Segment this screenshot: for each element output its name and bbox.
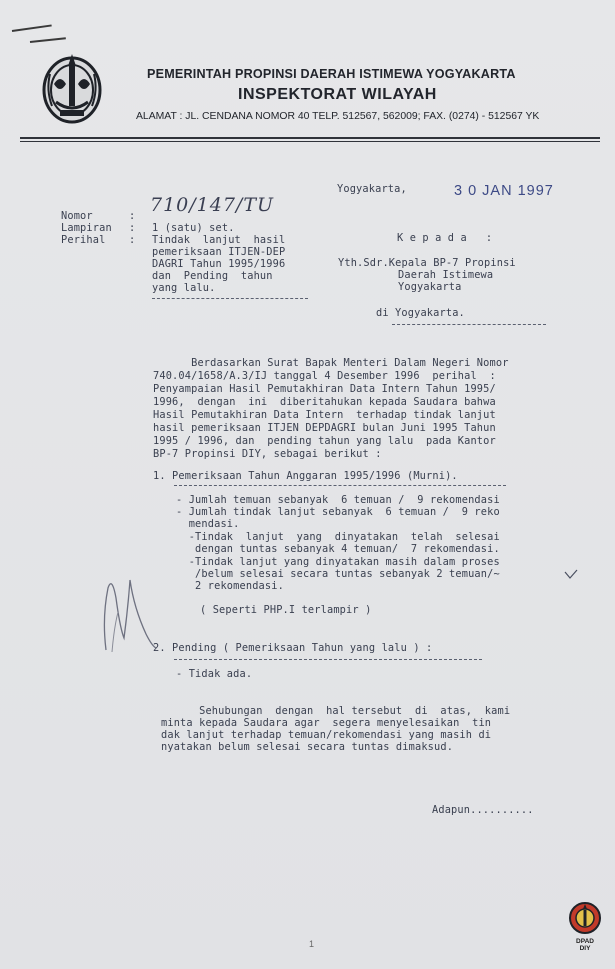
letterhead-office: INSPEKTORAT WILAYAH: [238, 86, 437, 103]
archive-logo-text: DPAD DIY: [576, 938, 594, 952]
section-1-item: - Jumlah temuan sebanyak 6 temuan / 9 rekomendasi: [176, 494, 500, 506]
closing-line: nyatakan belum selesai secara tuntas dimaksud.: [161, 741, 454, 753]
section-1-item: /belum selesai secara tuntas sebanyak 2 temuan/~: [176, 568, 500, 580]
lampiran-label: Lampiran: [61, 222, 112, 234]
body-line: Berdasarkan Surat Bapak Menteri Dalam Negeri Nomor: [153, 357, 509, 369]
section-1-item: 2 rekomendasi.: [176, 580, 284, 592]
lampiran-value: 1 (satu) set.: [152, 222, 235, 234]
section-1-item: mendasi.: [176, 518, 240, 530]
letter-place: Yogyakarta,: [337, 183, 407, 195]
perihal-label: Perihal: [61, 234, 106, 246]
province-emblem-icon: [40, 44, 104, 126]
recipient-line: Yogyakarta: [398, 281, 462, 293]
recipient-line: Yth.Sdr.Kepala BP-7 Propinsi: [338, 257, 516, 269]
recipient-city: di Yogyakarta.: [376, 307, 465, 319]
closing-line: dak lanjut terhadap temuan/rekomendasi yang masih di: [161, 729, 492, 741]
page-number: 1: [309, 939, 315, 949]
perihal-colon: :: [129, 234, 136, 246]
perihal-line: DAGRI Tahun 1995/1996: [152, 258, 286, 270]
body-line: Penyampaian Hasil Pemutakhiran Data Intern Tahun 1995/: [153, 383, 496, 395]
pen-mark: [30, 37, 66, 43]
section-1-note: ( Seperti PHP.I terlampir ): [200, 604, 372, 616]
perihal-line: dan Pending tahun: [152, 270, 273, 282]
date-stamp: 3 0 JAN 1997: [454, 183, 554, 199]
perihal-line: Tindak lanjut hasil: [152, 234, 286, 246]
closing-line: minta kepada Saudara agar segera menyelesaikan tin: [161, 717, 492, 729]
lampiran-colon: :: [129, 222, 136, 234]
body-line: 740.04/1658/A.3/IJ tanggal 4 Desember 1996 perihal :: [153, 370, 496, 382]
pencil-scribble-icon: [94, 568, 166, 658]
archive-logo-icon: [568, 900, 602, 936]
section-1-title: 1. Pemeriksaan Tahun Anggaran 1995/1996 (Murni).: [153, 470, 458, 482]
continuation-text: Adapun..........: [432, 804, 534, 816]
letterhead-government: PEMERINTAH PROPINSI DAERAH ISTIMEWA YOGYAKARTA: [147, 67, 516, 81]
recipient-underline: [392, 324, 546, 325]
section-1-item: - Jumlah tindak lanjut sebanyak 6 temuan / 9 reko: [176, 506, 500, 518]
section-2-underline: [174, 659, 482, 660]
letterhead-rule: [20, 137, 600, 139]
kepada-label: K e p a d a :: [397, 232, 493, 244]
section-1-item: -Tindak lanjut yang dinyatakan masih dalam proses: [176, 556, 500, 568]
body-line: Hasil Pemutakhiran Data Intern terhadap tindak lanjut: [153, 409, 496, 421]
section-1-item: -Tindak lanjut yang dinyatakan telah selesai: [176, 531, 500, 543]
closing-line: Sehubungan dengan hal tersebut di atas, kami: [161, 705, 511, 717]
section-1-underline: [174, 485, 506, 486]
letterhead-address: ALAMAT : JL. CENDANA NOMOR 40 TELP. 512567, 562009; FAX. (0274) - 512567 YK: [136, 111, 540, 122]
section-1-item: dengan tuntas sebanyak 4 temuan/ 7 rekomendasi.: [176, 543, 500, 555]
body-line: BP-7 Propinsi DIY, sebagai berikut :: [153, 448, 382, 460]
nomor-colon: :: [129, 210, 136, 222]
recipient-line: Daerah Istimewa: [398, 269, 494, 281]
check-mark-icon: [563, 568, 579, 580]
body-line: hasil pemeriksaan ITJEN DEPDAGRI bulan Juni 1995 Tahun: [153, 422, 496, 434]
perihal-underline: [152, 298, 308, 299]
section-2-title: 2. Pending ( Pemeriksaan Tahun yang lalu ) :: [153, 642, 433, 654]
perihal-line: pemeriksaan ITJEN-DEP: [152, 246, 286, 258]
pen-mark: [12, 24, 52, 32]
section-2-item: - Tidak ada.: [176, 668, 253, 680]
nomor-handwritten: 710/147/TU: [150, 194, 275, 216]
nomor-label: Nomor: [61, 210, 93, 222]
body-line: 1995 / 1996, dan pending tahun yang lalu pada Kantor: [153, 435, 496, 447]
body-line: 1996, dengan ini diberitahukan kepada Saudara bahwa: [153, 396, 496, 408]
perihal-line: yang lalu.: [152, 282, 216, 294]
letterhead-rule-thin: [20, 141, 600, 142]
